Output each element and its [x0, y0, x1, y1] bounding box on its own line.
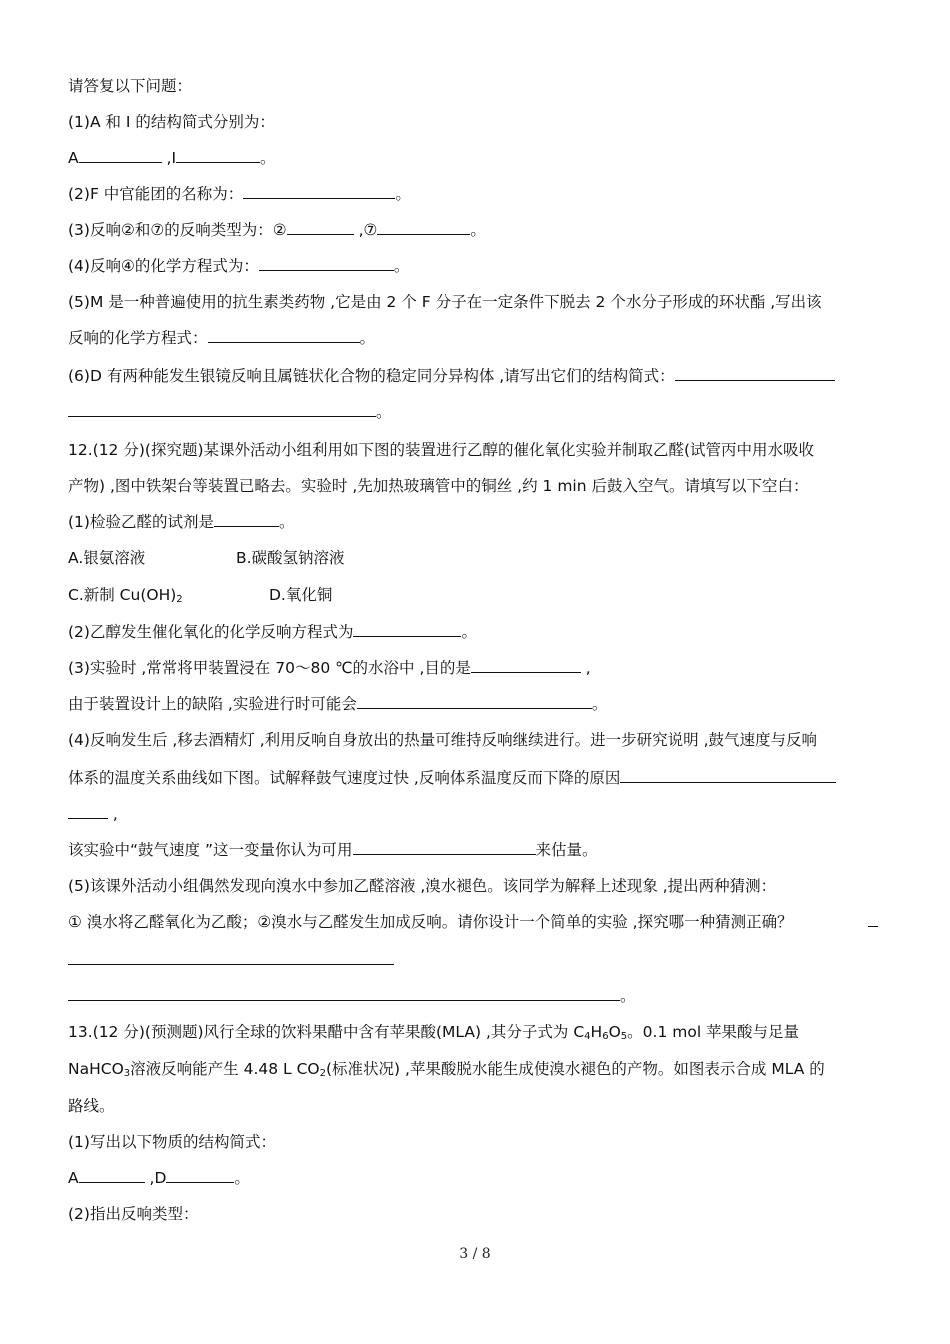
- q13-heading: 13.(12 分)(预测题)风行全球的饮料果醋中含有苹果酸(MLA) ,其分子式为 $C_4H_6O_5$。0.1 mol 苹果酸与足量: [68, 1023, 800, 1042]
- q11-part2: (2)F 中官能团的名称为： 。: [68, 185, 411, 203]
- answer-blank-13a[interactable]: [79, 1168, 145, 1183]
- q12-part4-continued: 体系的温度关系曲线如下图。试解释鼓气速度过快 ,反响体系温度反而下降的原因: [68, 768, 836, 788]
- q12-part2: (2)乙醇发生催化氧化的化学反响方程式为 。: [68, 623, 477, 641]
- answer-blank-design-defect[interactable]: [357, 694, 592, 709]
- answer-blank-equation4[interactable]: [259, 256, 394, 271]
- q12-part5-blank-line-2: 。: [68, 986, 636, 1006]
- q11-part6: (6)D 有两种能发生银镜反响且属链状化合物的稳定同分异构体 ,请写出它们的结构简式：: [68, 366, 835, 386]
- answer-blank-air-speed-measure[interactable]: [353, 840, 536, 855]
- answer-blank-13d[interactable]: [166, 1168, 234, 1183]
- answer-blank-water-bath-purpose[interactable]: [471, 658, 581, 673]
- answer-blank-experiment-1[interactable]: [868, 912, 878, 927]
- q13-part2: (2)指出反响类型：: [68, 1205, 199, 1223]
- answer-blank-temperature-reason-2[interactable]: [68, 804, 108, 819]
- q11-part5-answer: 反响的化学方程式： 。: [68, 329, 376, 347]
- answer-blank-oxidation-equation[interactable]: [353, 622, 461, 637]
- answer-blank-reaction7[interactable]: [377, 220, 470, 235]
- q11-part6-continued: 。: [68, 402, 392, 422]
- option-b[interactable]: B.碳酸氢钠溶液: [236, 549, 345, 567]
- q13-heading-continued: NaHCO$_3$溶液反响能产生 4.48 L $CO_2$(标准状况) ,苹果酸脱水能生成使溴水褪色的产物。如图表示合成 MLA 的: [68, 1060, 825, 1079]
- q12-part4-measure: 该实验中“鼓气速度 ”这一变量你认为可用 来估量。: [68, 841, 598, 859]
- q12-part3-continued: 由于装置设计上的缺陷 ,实验进行时可能会 。: [68, 695, 608, 713]
- q11-part4: (4)反响④的化学方程式为： 。: [68, 257, 410, 275]
- q13-heading-end: 路线。: [68, 1097, 115, 1115]
- q12-part5-hypotheses: ① 溴水将乙醛氧化为乙酸；②溴水与乙醛发生加成反响。请你设计一个简单的实验 ,探究哪一种猜测正确？: [68, 912, 793, 932]
- q12-part3: (3)实验时 ,常常将甲装置浸在 70～80 ℃的水浴中 ,目的是 ,: [68, 659, 591, 677]
- q12-heading-continued: 产物) ,图中铁架台等装置已略去。实验时 ,先加热玻璃管中的铜丝 ,约 1 min 后鼓入空气。请填写以下空白：: [68, 477, 809, 495]
- answer-blank-experiment-3[interactable]: [68, 986, 620, 1001]
- q13-part1-answers: A ,D 。: [68, 1169, 250, 1187]
- answer-blank-f-group[interactable]: [243, 184, 395, 199]
- answer-blank-temperature-reason-1[interactable]: [620, 768, 836, 783]
- intro-text: 请答复以下问题：: [68, 77, 193, 95]
- option-a[interactable]: A.银氨溶液: [68, 549, 146, 567]
- q12-part1: (1)检验乙醛的试剂是 。: [68, 513, 295, 531]
- q12-heading: 12.(12 分)(探究题)某课外活动小组利用如下图的装置进行乙醇的催化氧化实验并制取乙醛(试管丙中用水吸收: [68, 441, 815, 459]
- q11-part3: (3)反响②和⑦的反响类型为：② ,⑦ 。: [68, 221, 486, 239]
- q11-part1-answers: A ,I 。: [68, 149, 276, 167]
- q11-part1: (1)A 和 I 的结构简式分别为：: [68, 113, 275, 131]
- q12-part4-blank: ,: [68, 804, 118, 824]
- answer-blank-experiment-2[interactable]: [68, 950, 394, 965]
- answer-blank-isomers-2[interactable]: [68, 402, 376, 417]
- q12-part4: (4)反响发生后 ,移去酒精灯 ,利用反响自身放出的热量可维持反响继续进行。进一步研究说明 ,鼓气速度与反响: [68, 731, 818, 749]
- q12-options-cd: [68, 585, 333, 605]
- q12-options-ab: [68, 548, 345, 568]
- page-number: 3 / 8: [459, 1246, 491, 1262]
- answer-blank-a[interactable]: [79, 148, 162, 163]
- answer-blank-i[interactable]: [176, 148, 260, 163]
- q11-part5: (5)M 是一种普遍使用的抗生素类药物 ,它是由 2 个 F 分子在一定条件下脱去 2 个水分子形成的环状酯 ,写出该: [68, 293, 822, 311]
- q12-part5-blank-line: [68, 950, 394, 970]
- q12-part5: (5)该课外活动小组偶然发现向溴水中参加乙醛溶液 ,溴水褪色。该同学为解释上述现象 ,提出两种猜测：: [68, 877, 777, 895]
- option-c[interactable]: C.新制 $Cu(OH)_2$: [68, 586, 183, 605]
- answer-blank-reagent[interactable]: [214, 512, 279, 527]
- answer-blank-reaction2[interactable]: [287, 220, 354, 235]
- answer-blank-equation-m[interactable]: [208, 328, 360, 343]
- q13-part1: (1)写出以下物质的结构简式：: [68, 1133, 276, 1151]
- option-d[interactable]: D.氧化铜: [269, 586, 333, 604]
- answer-blank-isomers-1[interactable]: [675, 366, 835, 381]
